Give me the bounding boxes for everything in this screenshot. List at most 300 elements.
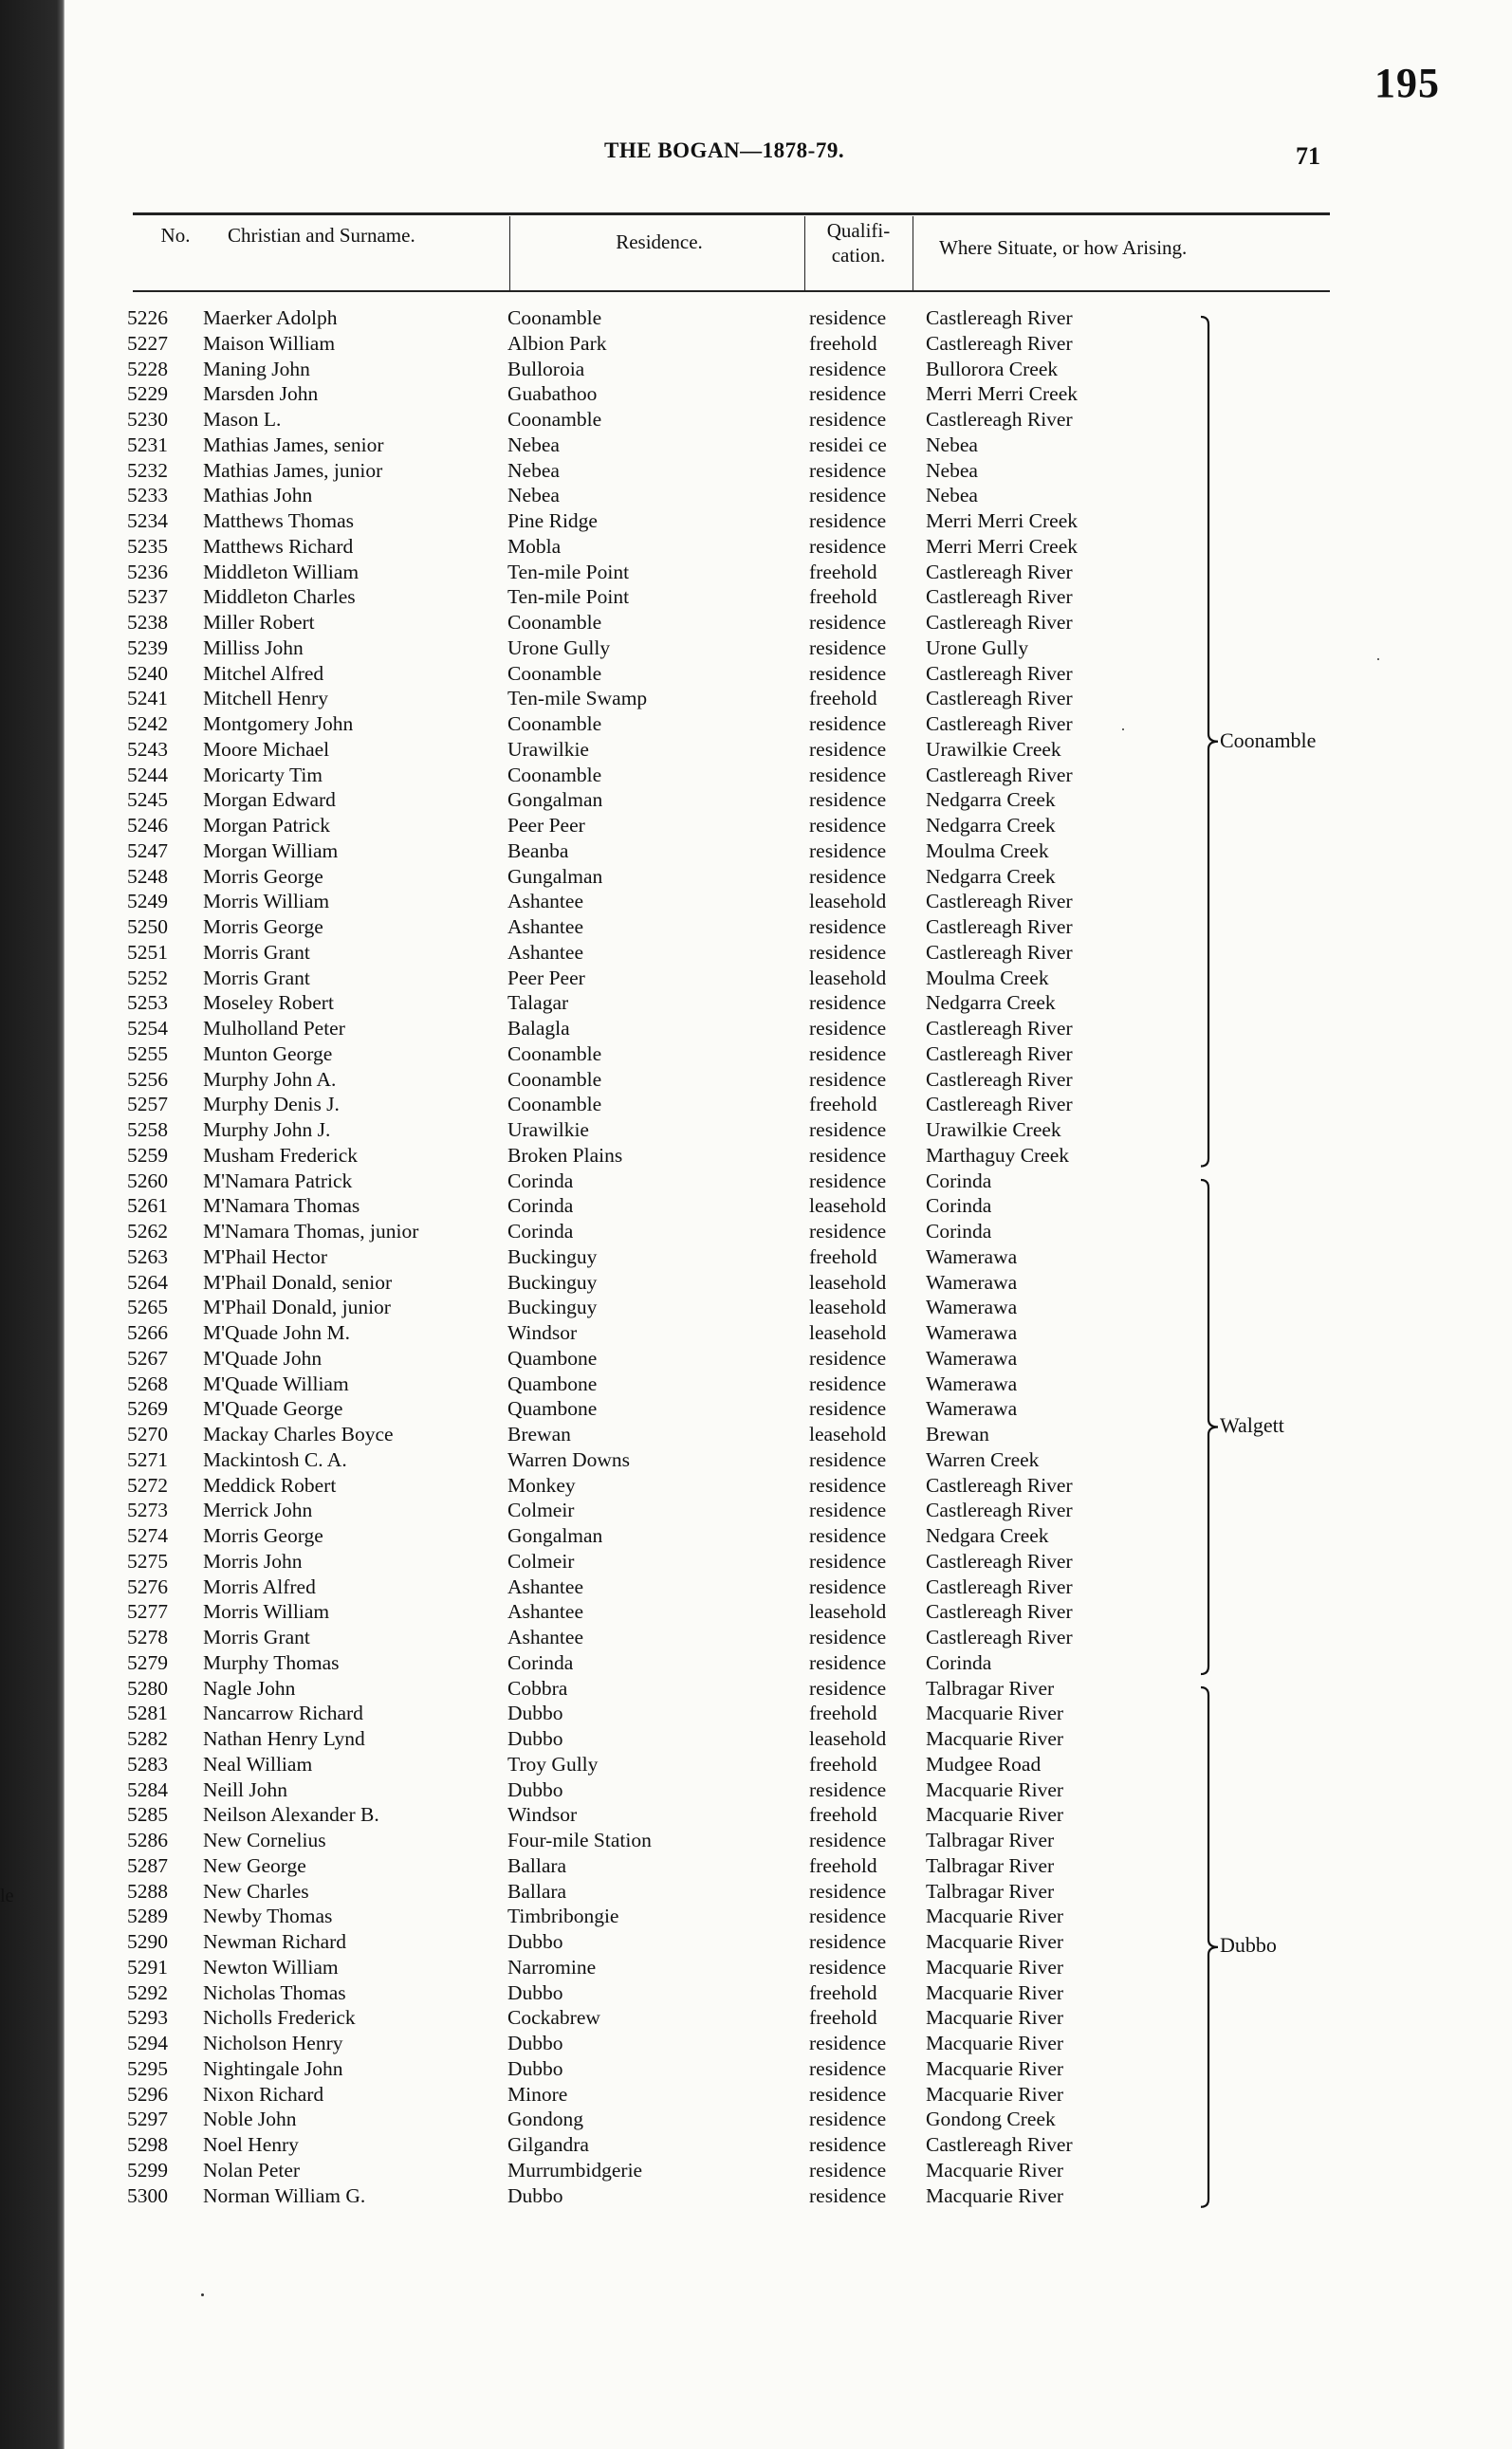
where-situate-cell: Castlereagh River xyxy=(926,1600,1073,1624)
entry-number: 5259 xyxy=(127,1143,168,1167)
entry-number: 5298 xyxy=(127,2133,168,2156)
where-situate-cell: Castlereagh River xyxy=(926,1473,1073,1497)
residence-cell: Ashantee xyxy=(507,1600,583,1624)
qualification-cell: residence xyxy=(809,1524,887,1547)
where-situate-cell: Corinda xyxy=(926,1220,992,1243)
qualification-cell: residence xyxy=(809,611,887,634)
where-situate-cell: Macquarie River xyxy=(926,2082,1064,2106)
voter-name: Milliss John xyxy=(203,635,304,659)
residence-cell: Troy Gully xyxy=(507,1752,599,1776)
qualification-cell: residence xyxy=(809,915,887,938)
voter-name: Moseley Robert xyxy=(203,991,334,1015)
where-situate-cell: Wamerawa xyxy=(926,1270,1018,1294)
residence-cell: Coonamble xyxy=(507,408,602,431)
residence-cell: Talagar xyxy=(507,991,569,1015)
residence-cell: Gongalman xyxy=(507,1524,603,1547)
voter-name: Matthews Thomas xyxy=(203,509,355,532)
qualification-cell: residence xyxy=(809,788,887,812)
residence-cell: Ballara xyxy=(507,1853,567,1877)
voter-name: Nathan Henry Lynd xyxy=(203,1727,365,1750)
entry-number: 5283 xyxy=(127,1752,168,1776)
voter-name: Mitchel Alfred xyxy=(203,661,324,685)
residence-cell: Ashantee xyxy=(507,915,583,938)
where-situate-cell: Macquarie River xyxy=(926,1980,1064,2004)
residence-cell: Ten-mile Point xyxy=(507,560,630,583)
entry-number: 5249 xyxy=(127,890,168,913)
residence-cell: Colmeir xyxy=(507,1549,575,1573)
voter-name: Marsden John xyxy=(203,382,319,406)
entry-number: 5258 xyxy=(127,1118,168,1141)
entry-number: 5294 xyxy=(127,2032,168,2054)
voter-name: Moore Michael xyxy=(203,737,330,761)
residence-cell: Coonamble xyxy=(507,763,602,786)
where-situate-cell: Macquarie River xyxy=(926,1777,1064,1801)
voter-name: Maison William xyxy=(203,331,336,355)
entry-number: 5295 xyxy=(127,2056,168,2080)
entry-number: 5227 xyxy=(127,331,168,355)
where-situate-cell: Wamerawa xyxy=(926,1296,1018,1319)
where-situate-cell: Macquarie River xyxy=(926,1930,1064,1953)
qualification-cell: residence xyxy=(809,940,887,964)
residence-cell: Dubbo xyxy=(507,1777,563,1801)
where-situate-cell: Wamerawa xyxy=(926,1321,1018,1344)
voter-name: Neilson Alexander B. xyxy=(203,1803,379,1827)
voter-name: Merrick John xyxy=(203,1499,313,1522)
entry-number: 5274 xyxy=(127,1524,168,1547)
entry-number: 5255 xyxy=(127,1041,168,1065)
residence-cell: Windsor xyxy=(507,1803,578,1827)
qualification-cell: residence xyxy=(809,1549,887,1573)
residence-cell: Broken Plains xyxy=(507,1143,623,1167)
residence-cell: Urone Gully xyxy=(507,635,611,659)
ink-speck xyxy=(1377,658,1379,660)
where-situate-cell: Castlereagh River xyxy=(926,915,1073,938)
where-situate-cell: Marthaguy Creek xyxy=(926,1143,1070,1167)
residence-cell: Colmeir xyxy=(507,1499,575,1522)
residence-cell: Nebea xyxy=(507,458,560,482)
residence-cell: Urawilkie xyxy=(507,737,589,761)
where-situate-cell: Talbragar River xyxy=(926,1829,1055,1851)
entry-number: 5282 xyxy=(127,1727,168,1750)
voter-name: M'Namara Thomas xyxy=(203,1194,360,1218)
residence-cell: Beanba xyxy=(507,838,569,862)
residence-cell: Ten-mile Swamp xyxy=(507,687,648,710)
entry-number: 5293 xyxy=(127,2006,168,2030)
residence-cell: Buckinguy xyxy=(507,1244,598,1268)
voter-name: Morris William xyxy=(203,890,330,913)
qualification-cell: leasehold xyxy=(809,1727,887,1750)
qualification-cell: residence xyxy=(809,2133,887,2156)
entry-number: 5252 xyxy=(127,966,168,989)
entry-number: 5299 xyxy=(127,2158,168,2182)
qualification-cell: residence xyxy=(809,1118,887,1141)
residence-cell: Gungalman xyxy=(507,864,603,888)
where-situate-cell: Talbragar River xyxy=(926,1676,1055,1700)
residence-cell: Albion Park xyxy=(507,331,607,355)
voter-name: M'Phail Donald, junior xyxy=(203,1296,391,1319)
where-situate-cell: Macquarie River xyxy=(926,2032,1064,2054)
qualification-cell: residence xyxy=(809,737,887,761)
entry-number: 5286 xyxy=(127,1829,168,1851)
residence-cell: Coonamble xyxy=(507,306,602,329)
qualification-cell: freehold xyxy=(809,1093,877,1116)
qualification-cell: residence xyxy=(809,661,887,685)
voter-name: Munton George xyxy=(203,1041,333,1065)
voter-name: M'Phail Hector xyxy=(203,1244,328,1268)
where-situate-cell: Macquarie River xyxy=(926,2158,1064,2182)
entry-number: 5284 xyxy=(127,1777,168,1801)
residence-cell: Coonamble xyxy=(507,611,602,634)
entry-number: 5231 xyxy=(127,433,168,456)
where-situate-cell: Urawilkie Creek xyxy=(926,1118,1061,1141)
column-header-qualification-2: cation. xyxy=(831,244,886,267)
qualification-cell: freehold xyxy=(809,1980,877,2004)
voter-name: Morris George xyxy=(203,915,323,938)
where-situate-cell: Macquarie River xyxy=(926,1702,1064,1725)
voter-name: M'Quade John M. xyxy=(203,1321,350,1344)
qualification-cell: residence xyxy=(809,2158,887,2182)
residence-cell: Murrumbidgerie xyxy=(507,2158,643,2182)
voter-name: M'Namara Patrick xyxy=(203,1169,353,1192)
where-situate-cell: Macquarie River xyxy=(926,1955,1064,1979)
entry-number: 5265 xyxy=(127,1296,168,1319)
entry-number: 5232 xyxy=(127,458,168,482)
entry-number: 5300 xyxy=(127,2183,168,2207)
voter-name: Morgan William xyxy=(203,838,339,862)
entry-number: 5230 xyxy=(127,408,168,431)
qualification-cell: residence xyxy=(809,1067,887,1091)
where-situate-cell: Talbragar River xyxy=(926,1879,1055,1903)
entry-number: 5278 xyxy=(127,1626,168,1648)
where-situate-cell: Castlereagh River xyxy=(926,306,1073,329)
voter-name: Nicholls Frederick xyxy=(203,2006,356,2030)
residence-cell: Dubbo xyxy=(507,1727,563,1750)
entry-number: 5268 xyxy=(127,1372,168,1395)
where-situate-cell: Wamerawa xyxy=(926,1346,1018,1370)
where-situate-cell: Corinda xyxy=(926,1650,992,1674)
where-situate-cell: Nedgarra Creek xyxy=(926,991,1056,1015)
voter-name: Nicholson Henry xyxy=(203,2032,343,2054)
residence-cell: Balagla xyxy=(507,1017,570,1040)
qualification-cell: freehold xyxy=(809,1853,877,1877)
voter-name: Mulholland Peter xyxy=(203,1017,345,1040)
voter-name: Neill John xyxy=(203,1777,287,1801)
residence-cell: Nebea xyxy=(507,433,560,456)
entry-number: 5241 xyxy=(127,687,168,710)
voter-name: Montgomery John xyxy=(203,712,354,735)
voter-name: Middleton William xyxy=(203,560,360,583)
entry-number: 5248 xyxy=(127,864,168,888)
entry-number: 5280 xyxy=(127,1676,168,1700)
residence-cell: Peer Peer xyxy=(507,966,585,989)
residence-cell: Dubbo xyxy=(507,2183,563,2207)
voter-name: Morris William xyxy=(203,1600,330,1624)
entry-number: 5242 xyxy=(127,712,168,735)
residence-cell: Coonamble xyxy=(507,1067,602,1091)
qualification-cell: residence xyxy=(809,408,887,431)
residence-cell: Ashantee xyxy=(507,1574,583,1598)
qualification-cell: freehold xyxy=(809,1803,877,1827)
qualification-cell: leasehold xyxy=(809,1321,887,1344)
entry-number: 5271 xyxy=(127,1447,168,1471)
where-situate-cell: Castlereagh River xyxy=(926,687,1073,710)
residence-cell: Buckinguy xyxy=(507,1270,598,1294)
residence-cell: Four-mile Station xyxy=(507,1829,652,1851)
district-brace xyxy=(1199,1685,1218,2209)
voter-name: Maerker Adolph xyxy=(203,306,338,329)
voter-name: Morris Grant xyxy=(203,940,310,964)
column-header-qualification-1: Qualifi- xyxy=(826,219,891,242)
voter-name: Mackintosh C. A. xyxy=(203,1447,347,1471)
residence-cell: Corinda xyxy=(507,1220,574,1243)
qualification-cell: residence xyxy=(809,991,887,1015)
qualification-cell: residence xyxy=(809,534,887,558)
qualification-cell: leasehold xyxy=(809,1296,887,1319)
residence-cell: Bulloroia xyxy=(507,357,585,380)
residence-cell: Cobbra xyxy=(507,1676,568,1700)
residence-cell: Nebea xyxy=(507,484,560,507)
voter-name: Miller Robert xyxy=(203,611,315,634)
header-divider xyxy=(804,216,805,290)
where-situate-cell: Castlereagh River xyxy=(926,2133,1073,2156)
entry-number: 5292 xyxy=(127,1980,168,2004)
header-top-rule xyxy=(133,212,1330,215)
entry-number: 5236 xyxy=(127,560,168,583)
residence-cell: Dubbo xyxy=(507,1980,563,2004)
ink-speck xyxy=(201,2293,204,2296)
residence-cell: Ashantee xyxy=(507,1626,583,1648)
entry-number: 5237 xyxy=(127,585,168,609)
entry-number: 5229 xyxy=(127,382,168,406)
voter-name: Morris John xyxy=(203,1549,303,1573)
residence-cell: Peer Peer xyxy=(507,814,585,837)
qualification-cell: leasehold xyxy=(809,1194,887,1218)
qualification-cell: residence xyxy=(809,1346,887,1370)
qualification-cell: residence xyxy=(809,1930,887,1953)
where-situate-cell: Macquarie River xyxy=(926,1803,1064,1827)
margin-text-fragment: le xyxy=(0,1886,14,1906)
voter-name: Noel Henry xyxy=(203,2133,299,2156)
entry-number: 5289 xyxy=(127,1905,168,1928)
qualification-cell: freehold xyxy=(809,585,877,609)
where-situate-cell: Moulma Creek xyxy=(926,838,1049,862)
voter-name: Mackay Charles Boyce xyxy=(203,1423,394,1445)
voter-name: Nancarrow Richard xyxy=(203,1702,363,1725)
qualification-cell: residence xyxy=(809,306,887,329)
voter-name: Nagle John xyxy=(203,1676,296,1700)
voter-name: Newby Thomas xyxy=(203,1905,333,1928)
voter-name: Middleton Charles xyxy=(203,585,356,609)
entry-number: 5228 xyxy=(127,357,168,380)
entry-number: 5247 xyxy=(127,838,168,862)
qualification-cell: residence xyxy=(809,1017,887,1040)
entry-number: 5251 xyxy=(127,940,168,964)
where-situate-cell: Warren Creek xyxy=(926,1447,1040,1471)
residence-cell: Ten-mile Point xyxy=(507,585,630,609)
voter-name: Matthews Richard xyxy=(203,534,354,558)
residence-cell: Cockabrew xyxy=(507,2006,600,2030)
qualification-cell: residence xyxy=(809,1676,887,1700)
entry-number: 5250 xyxy=(127,915,168,938)
voter-name: Morris George xyxy=(203,864,323,888)
qualification-cell: residence xyxy=(809,1372,887,1395)
entry-number: 5279 xyxy=(127,1650,168,1674)
qualification-cell: leasehold xyxy=(809,1600,887,1624)
voter-name: Morris Grant xyxy=(203,966,310,989)
entry-number: 5285 xyxy=(127,1803,168,1827)
voter-name: Newman Richard xyxy=(203,1930,347,1953)
qualification-cell: residence xyxy=(809,1626,887,1648)
entry-number: 5260 xyxy=(127,1169,168,1192)
where-situate-cell: Wamerawa xyxy=(926,1397,1018,1421)
where-situate-cell: Castlereagh River xyxy=(926,1626,1073,1648)
voter-name: Murphy Thomas xyxy=(203,1650,340,1674)
voter-name: Nixon Richard xyxy=(203,2082,324,2106)
qualification-cell: freehold xyxy=(809,1244,877,1268)
where-situate-cell: Corinda xyxy=(926,1194,992,1218)
where-situate-cell: Urawilkie Creek xyxy=(926,737,1061,761)
qualification-cell: residence xyxy=(809,2032,887,2054)
entry-number: 5272 xyxy=(127,1473,168,1497)
residence-cell: Coonamble xyxy=(507,1041,602,1065)
where-situate-cell: Bullorora Creek xyxy=(926,357,1059,380)
qualification-cell: residence xyxy=(809,458,887,482)
where-situate-cell: Nedgarra Creek xyxy=(926,814,1056,837)
where-situate-cell: Talbragar River xyxy=(926,1853,1055,1877)
qualification-cell: residence xyxy=(809,1169,887,1192)
where-situate-cell: Wamerawa xyxy=(926,1244,1018,1268)
residence-cell: Ballara xyxy=(507,1879,567,1903)
section-number: 71 xyxy=(1296,142,1320,170)
residence-cell: Pine Ridge xyxy=(507,509,598,532)
voter-name: Moricarty Tim xyxy=(203,763,323,786)
entry-number: 5238 xyxy=(127,611,168,634)
where-situate-cell: Castlereagh River xyxy=(926,1067,1073,1091)
qualification-cell: residence xyxy=(809,814,887,837)
residence-cell: Quambone xyxy=(507,1397,598,1421)
where-situate-cell: Urone Gully xyxy=(926,635,1029,659)
qualification-cell: residence xyxy=(809,635,887,659)
residence-cell: Dubbo xyxy=(507,1930,563,1953)
qualification-cell: residence xyxy=(809,382,887,406)
entry-number: 5290 xyxy=(127,1930,168,1953)
district-label: Dubbo xyxy=(1220,1933,1277,1958)
voter-name: Morris George xyxy=(203,1524,323,1547)
residence-cell: Gongalman xyxy=(507,788,603,812)
where-situate-cell: Castlereagh River xyxy=(926,1499,1073,1522)
qualification-cell: residence xyxy=(809,763,887,786)
voter-name: Morgan Edward xyxy=(203,788,336,812)
voter-name: Newton William xyxy=(203,1955,339,1979)
residence-cell: Urawilkie xyxy=(507,1118,589,1141)
entry-number: 5233 xyxy=(127,484,168,507)
voter-name: M'Phail Donald, senior xyxy=(203,1270,393,1294)
qualification-cell: residence xyxy=(809,357,887,380)
qualification-cell: residence xyxy=(809,509,887,532)
voter-name: Mathias James, junior xyxy=(203,458,383,482)
qualification-cell: residence xyxy=(809,1829,887,1851)
entry-number: 5253 xyxy=(127,991,168,1015)
column-header-no: No. xyxy=(160,224,191,247)
residence-cell: Gilgandra xyxy=(507,2133,589,2156)
entry-number: 5262 xyxy=(127,1220,168,1243)
voter-name: Morris Grant xyxy=(203,1626,310,1648)
district-label: Coonamble xyxy=(1220,727,1317,752)
qualification-cell: residence xyxy=(809,2056,887,2080)
residence-cell: Ashantee xyxy=(507,940,583,964)
where-situate-cell: Nebea xyxy=(926,484,978,507)
where-situate-cell: Castlereagh River xyxy=(926,712,1073,735)
voter-name: Mitchell Henry xyxy=(203,687,328,710)
residence-cell: Monkey xyxy=(507,1473,576,1497)
where-situate-cell: Merri Merri Creek xyxy=(926,534,1078,558)
where-situate-cell: Merri Merri Creek xyxy=(926,509,1078,532)
voter-name: Maning John xyxy=(203,357,310,380)
residence-cell: Buckinguy xyxy=(507,1296,598,1319)
where-situate-cell: Corinda xyxy=(926,1169,992,1192)
entry-number: 5263 xyxy=(127,1244,168,1268)
residence-cell: Mobla xyxy=(507,534,562,558)
voter-name: Norman William G. xyxy=(203,2183,366,2207)
header-divider xyxy=(509,216,510,290)
qualification-cell: residence xyxy=(809,1220,887,1243)
column-header-where: Where Situate, or how Arising. xyxy=(939,236,1188,259)
qualification-cell: leasehold xyxy=(809,1423,887,1445)
where-situate-cell: Macquarie River xyxy=(926,1905,1064,1928)
residence-cell: Dubbo xyxy=(507,1702,563,1725)
entry-number: 5275 xyxy=(127,1549,168,1573)
qualification-cell: residence xyxy=(809,838,887,862)
where-situate-cell: Gondong Creek xyxy=(926,2108,1056,2131)
qualification-cell: leasehold xyxy=(809,1270,887,1294)
entry-number: 5243 xyxy=(127,737,168,761)
entry-number: 5296 xyxy=(127,2082,168,2106)
qualification-cell: freehold xyxy=(809,687,877,710)
entry-number: 5256 xyxy=(127,1067,168,1091)
voter-name: New George xyxy=(203,1853,306,1877)
qualification-cell: residence xyxy=(809,1777,887,1801)
where-situate-cell: Moulma Creek xyxy=(926,966,1049,989)
qualification-cell: freehold xyxy=(809,331,877,355)
residence-cell: Ashantee xyxy=(507,890,583,913)
residence-cell: Dubbo xyxy=(507,2032,563,2054)
district-brace xyxy=(1199,1178,1218,1676)
qualification-cell: freehold xyxy=(809,2006,877,2030)
where-situate-cell: Nebea xyxy=(926,433,978,456)
residence-cell: Corinda xyxy=(507,1169,574,1192)
qualification-cell: freehold xyxy=(809,560,877,583)
header-bottom-rule xyxy=(133,290,1330,292)
where-situate-cell: Castlereagh River xyxy=(926,1574,1073,1598)
residence-cell: Dubbo xyxy=(507,2056,563,2080)
ink-speck xyxy=(1122,728,1124,730)
book-binding-edge xyxy=(0,0,65,2449)
where-situate-cell: Castlereagh River xyxy=(926,1017,1073,1040)
where-situate-cell: Castlereagh River xyxy=(926,890,1073,913)
column-header-name: Christian and Surname. xyxy=(228,224,415,247)
residence-cell: Quambone xyxy=(507,1372,598,1395)
qualification-cell: residence xyxy=(809,1879,887,1903)
entry-number: 5267 xyxy=(127,1346,168,1370)
voter-name: Neal William xyxy=(203,1752,313,1776)
entry-number: 5269 xyxy=(127,1397,168,1421)
where-situate-cell: Castlereagh River xyxy=(926,585,1073,609)
entry-number: 5261 xyxy=(127,1194,168,1218)
residence-cell: Coonamble xyxy=(507,712,602,735)
voter-name: Murphy Denis J. xyxy=(203,1093,340,1116)
voter-name: Murphy John A. xyxy=(203,1067,337,1091)
entry-number: 5234 xyxy=(127,509,168,532)
